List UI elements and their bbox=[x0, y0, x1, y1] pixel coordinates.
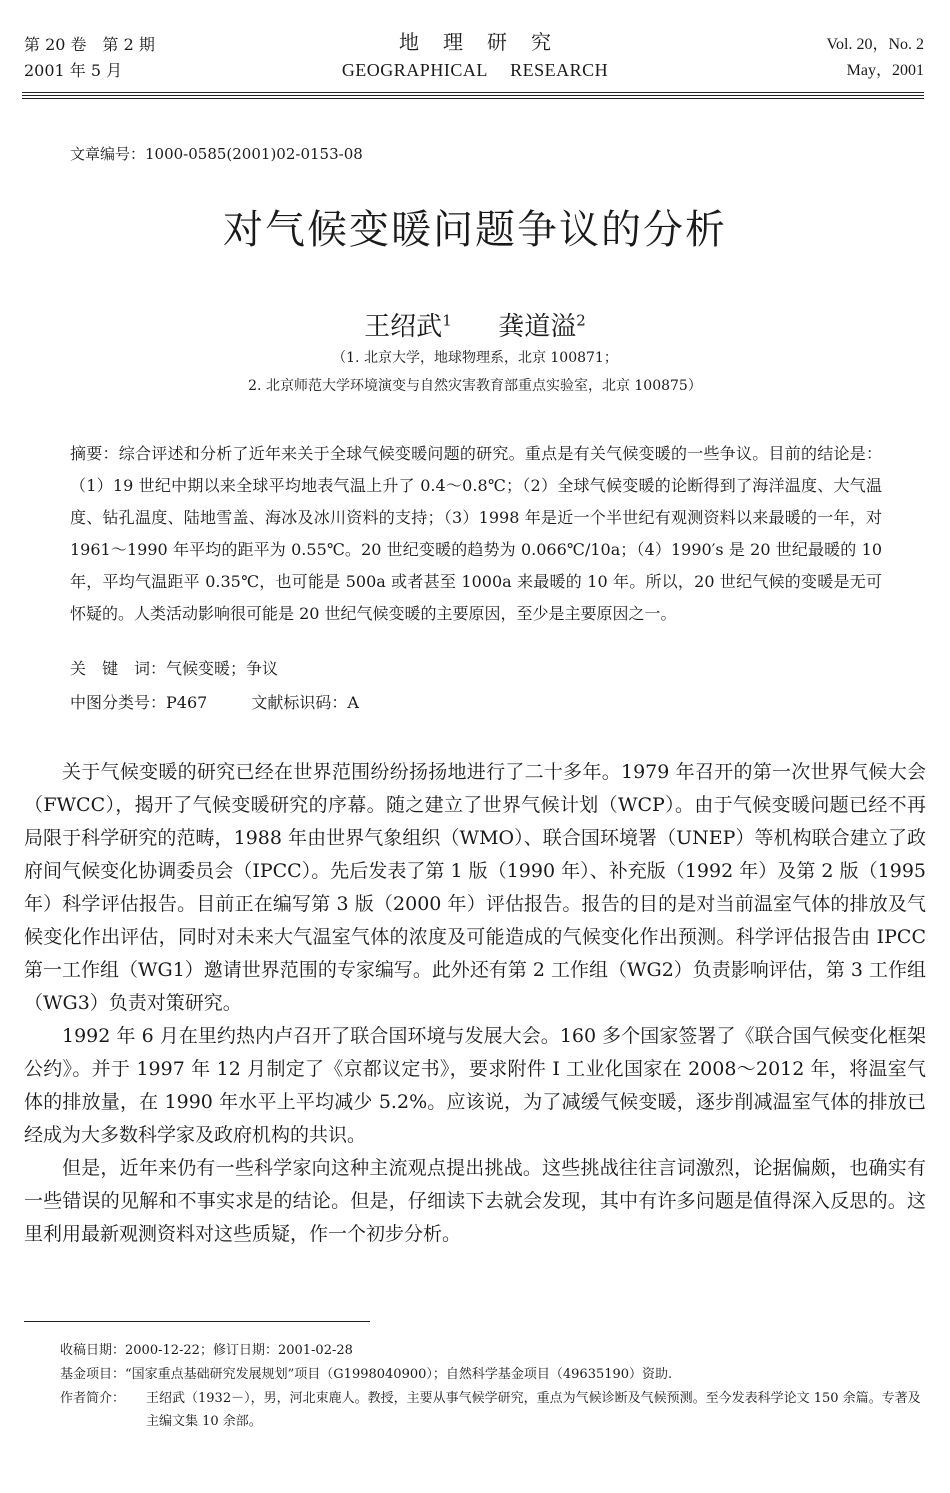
classification-line bbox=[70, 690, 359, 713]
journal-name-en: GEOGRAPHICAL RESEARCH bbox=[341, 60, 609, 80]
footnote-fund: 基金项目：“国家重点基础研究发展规划”项目（G1998040900）；自然科学基金项目（49635190）资助. bbox=[60, 1367, 673, 1382]
volume-issue-en: Vol. 20，No. 2 bbox=[826, 36, 924, 53]
footnote-bio-text: 王绍武（1932－），男，河北束鹿人。教授，主要从事气候学研究，重点为气候诊断及气候预测。至今发表科学论文 150 余篇。专著及主编文集 10 余部。 bbox=[146, 1391, 921, 1429]
author-list bbox=[0, 306, 950, 343]
journal-name-cn: 地理研究 bbox=[399, 30, 575, 54]
author-name: 王绍武 bbox=[364, 312, 443, 342]
header-rule bbox=[22, 98, 924, 99]
footnote-rule bbox=[24, 1321, 370, 1322]
keywords: 关 键 词：气候变暖；争议 bbox=[70, 659, 279, 678]
header-center bbox=[300, 28, 650, 84]
header-left bbox=[24, 32, 155, 84]
author-affiliation-mark: 2 bbox=[576, 311, 586, 330]
affiliation: 2. 北京师范大学环境演变与自然灾害教育部重点实验室，北京 100875） bbox=[248, 378, 702, 394]
body-paragraph: 但是，近年来仍有一些科学家向这种主流观点提出挑战。这些挑战往往言词激烈，论据偏颇，也确实有一些错误的见解和不事实求是的结论。但是，仔细读下去就会发现，其中有许多问题是值得深入反思的。这里利用最新观测资料对这些质疑，作一个初步分析。 bbox=[24, 1157, 926, 1245]
paper-title: 对气候变暖问题争议的分析 bbox=[223, 207, 727, 253]
header-rule bbox=[22, 95, 924, 96]
footnote-bio bbox=[60, 1387, 926, 1433]
body-paragraph: 1992 年 6 月在里约热内卢召开了联合国环境与发展大会。160 多个国家签署了《联合国气候变化框架公约》。并于 1997 年 12 月制定了《京都议定书》，要求附件 I 工业化国家在 2008～2012 年，将温室气体的排放量，在 1990 年水平上平均减少 5.2%。应该说，为了减缓气候变暖，逐步削减温室气体的排放已经成为大多数科学家及政府机构的共识。 bbox=[24, 1025, 926, 1146]
body-text bbox=[24, 756, 926, 1251]
header-rule bbox=[22, 92, 924, 93]
issue-date-en: May，2001 bbox=[846, 62, 924, 79]
abstract: 摘要：综合评述和分析了近年来关于全球气候变暖问题的研究。重点是有关气候变暖的一些争议。目前的结论是：（1）19 世纪中期以来全球平均地表气温上升了 0.4～0.8℃；（2）全球气候变暖的论断得到了海洋温度、大气温度、钻孔温度、陆地雪盖、海冰及冰川资料的支持；（3）1998 年是近一个半世纪有观测资料以来最暖的一年，对 1961～1990 年平均的距平为 0.55℃。20 世纪变暖的趋势为 0.066℃/10a；（4）1990′s 是 20 世纪最暖的 10 年，平均气温距平 0.35℃，也可能是 500a 或者甚至 1000a 来最暖的 10 年。所以，20 世纪气候的变暖是无可怀疑的。人类活动影响很可能是 20 世纪气候变暖的主要原因，至少是主要原因之一。 bbox=[70, 444, 882, 623]
affiliation: （1. 北京大学，地球物理系，北京 100871； bbox=[332, 350, 618, 366]
author-affiliation-mark: 1 bbox=[442, 311, 452, 330]
header-right bbox=[827, 32, 925, 84]
footnote-received: 收稿日期：2000-12-22；修订日期：2001-02-28 bbox=[60, 1343, 353, 1358]
author-name: 龚道溢 bbox=[498, 312, 577, 342]
footnote-bio-label: 作者简介： bbox=[60, 1391, 126, 1406]
article-id: 文章编号：1000-0585(2001)02-0153-08 bbox=[70, 145, 363, 163]
document-code: 文献标识码：A bbox=[251, 693, 359, 712]
issue-date-cn: 2001 年 5 月 bbox=[24, 61, 123, 80]
classification-number: 中图分类号：P467 bbox=[70, 693, 208, 712]
body-paragraph: 关于气候变暖的研究已经在世界范围纷纷扬扬地进行了二十多年。1979 年召开的第一次世界气候大会（FWCC），揭开了气候变暖研究的序幕。随之建立了世界气候计划（WCP）。由于气候变暖问题已经不再局限于科学研究的范畴，1988 年由世界气象组织（WMO）、联合国环境署（UNEP）等机构联合建立了政府间气候变化协调委员会（IPCC）。先后发表了第 1 版（1990 年）、补充版（1992 年）及第 2 版（1995 年）科学评估报告。目前正在编写第 3 版（2000 年）评估报告。报告的目的是对当前温室气体的排放及气候变化作出评估，同时对未来大气温室气体的浓度及可能造成的气候变化作出预测。科学评估报告由 IPCC 第一工作组（WG1）邀请世界范围的专家编写。此外还有第 2 工作组（WG2）负责影响评估，第 3 工作组（WG3）负责对策研究。 bbox=[24, 761, 926, 1014]
volume-issue: 第 20 卷 第 2 期 bbox=[24, 35, 155, 54]
